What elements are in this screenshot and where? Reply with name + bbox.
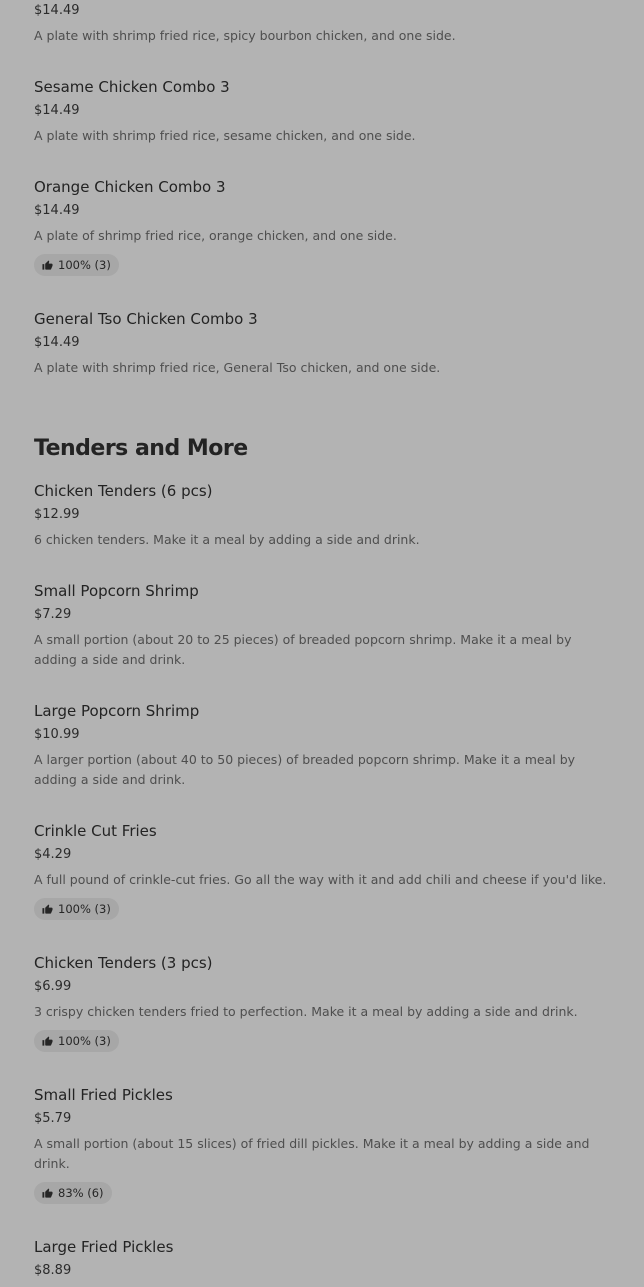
item-price: $12.99 bbox=[34, 507, 80, 522]
menu-item[interactable] bbox=[34, 701, 614, 790]
rating-badge bbox=[34, 1030, 119, 1052]
menu-item[interactable] bbox=[34, 1085, 614, 1204]
item-price: $5.79 bbox=[34, 1111, 72, 1126]
menu-item[interactable] bbox=[34, 309, 614, 378]
menu-item[interactable] bbox=[34, 1237, 614, 1280]
rating-text: 100% (3) bbox=[58, 1034, 111, 1048]
item-price: $14.49 bbox=[34, 203, 80, 218]
item-price: $6.99 bbox=[34, 979, 72, 994]
menu-item[interactable] bbox=[34, 177, 614, 276]
menu-item[interactable] bbox=[34, 953, 614, 1052]
item-price: $14.49 bbox=[34, 3, 80, 18]
item-name: Small Popcorn Shrimp bbox=[34, 582, 199, 600]
menu-item[interactable] bbox=[34, 821, 614, 920]
item-description: A full pound of crinkle-cut fries. Go all the way with it and add chili and cheese if you'd like. bbox=[34, 872, 607, 887]
thumbs-up-icon bbox=[42, 1036, 53, 1047]
item-name: Large Popcorn Shrimp bbox=[34, 702, 200, 720]
thumbs-up-icon bbox=[42, 904, 53, 915]
item-price: $14.49 bbox=[34, 103, 80, 118]
item-price: $7.29 bbox=[34, 607, 72, 622]
menu-item[interactable] bbox=[34, 481, 614, 550]
thumbs-up-icon bbox=[42, 260, 53, 271]
rating-text: 100% (3) bbox=[58, 902, 111, 916]
item-description: A plate with shrimp fried rice, sesame chicken, and one side. bbox=[34, 128, 416, 143]
section-title: Tenders and More bbox=[34, 436, 248, 461]
item-price: $10.99 bbox=[34, 727, 80, 742]
thumbs-up-icon bbox=[42, 1188, 53, 1199]
item-description: A plate with shrimp fried rice, spicy bourbon chicken, and one side. bbox=[34, 28, 456, 43]
item-name: Small Fried Pickles bbox=[34, 1086, 173, 1104]
item-price: $14.49 bbox=[34, 335, 80, 350]
menu-item[interactable] bbox=[34, 581, 614, 670]
menu-item[interactable] bbox=[34, 2, 614, 46]
item-description: A small portion (about 15 slices) of fried dill pickles. Make it a meal by adding a side and drink. bbox=[34, 1136, 590, 1171]
item-description: A larger portion (about 40 to 50 pieces) of breaded popcorn shrimp. Make it a meal by adding a side and drink. bbox=[34, 752, 576, 787]
item-description: A small portion (about 20 to 25 pieces) of breaded popcorn shrimp. Make it a meal by adding a side and drink. bbox=[34, 632, 572, 667]
rating-badge bbox=[34, 254, 119, 276]
item-name: Large Fried Pickles bbox=[34, 1238, 174, 1256]
item-name: Orange Chicken Combo 3 bbox=[34, 178, 226, 196]
item-price: $8.89 bbox=[34, 1263, 72, 1278]
item-description: 6 chicken tenders. Make it a meal by adding a side and drink. bbox=[34, 532, 420, 547]
item-price: $4.29 bbox=[34, 847, 72, 862]
rating-badge bbox=[34, 898, 119, 920]
rating-text: 100% (3) bbox=[58, 258, 111, 272]
rating-badge bbox=[34, 1182, 112, 1204]
item-description: A plate with shrimp fried rice, General Tso chicken, and one side. bbox=[34, 360, 441, 375]
item-name: General Tso Chicken Combo 3 bbox=[34, 310, 258, 328]
item-name: Sesame Chicken Combo 3 bbox=[34, 78, 230, 96]
item-description: A plate of shrimp fried rice, orange chicken, and one side. bbox=[34, 228, 397, 243]
rating-text: 83% (6) bbox=[58, 1186, 104, 1200]
item-name: Crinkle Cut Fries bbox=[34, 822, 157, 840]
item-name: Chicken Tenders (3 pcs) bbox=[34, 954, 213, 972]
item-name: Chicken Tenders (6 pcs) bbox=[34, 482, 213, 500]
menu-item[interactable] bbox=[34, 77, 614, 146]
item-description: 3 crispy chicken tenders fried to perfection. Make it a meal by adding a side and drink. bbox=[34, 1004, 578, 1019]
